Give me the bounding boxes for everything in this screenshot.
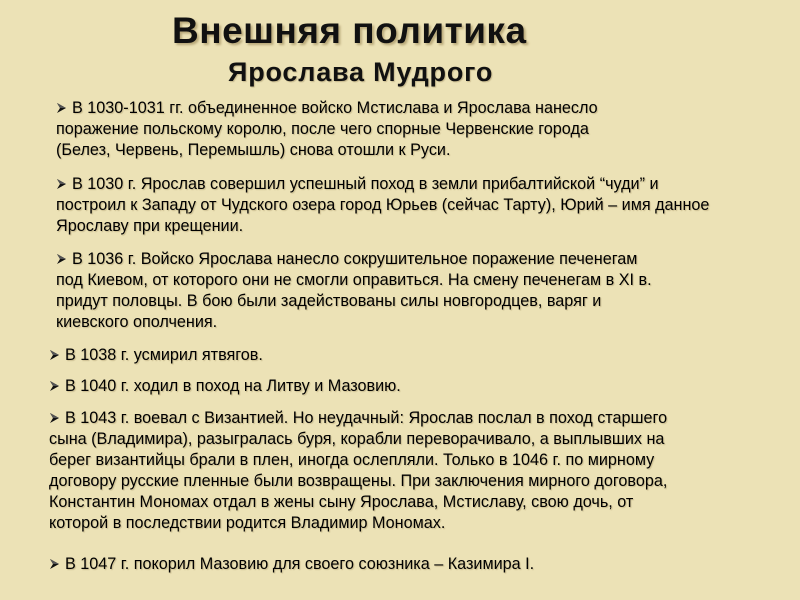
- bullet-text: договору русские пленные были возвращены. При заключения мирного договора,: [49, 472, 668, 490]
- bullet-text-line: [49, 492, 667, 513]
- bullet-text-line: [49, 554, 534, 575]
- bullet-text: В 1038 г. усмирил ятвягов.: [65, 346, 263, 364]
- arrowhead-bullet-icon: [56, 253, 67, 265]
- bullet-text: В 1036 г. Войско Ярослава нанесло сокрушительное поражение печенегам: [72, 250, 638, 268]
- bullet-text: сына (Владимира), разыгралась буря, корабли переворачивало, а выплывших на: [49, 430, 665, 448]
- bullet-text-line: [56, 249, 652, 270]
- bullet-text: В 1040 г. ходил в поход на Литву и Мазовию.: [65, 377, 401, 395]
- bullet-item: [49, 345, 263, 366]
- bullet-text-line: [49, 450, 667, 471]
- arrowhead-bullet-icon: [49, 380, 60, 392]
- bullet-item: [56, 98, 598, 161]
- bullet-text-line: [56, 291, 652, 312]
- bullet-text-line: [49, 345, 263, 366]
- bullet-text: (Белез, Червень, Перемышль) снова отошли к Руси.: [56, 141, 451, 159]
- slide-title: Внешняя политика: [172, 10, 527, 51]
- bullet-text: В 1043 г. воевал с Византией. Но неудачный: Ярослав послал в поход старшего: [65, 409, 668, 427]
- bullet-text: В 1047 г. покорил Мазовию для своего союзника – Казимира I.: [65, 555, 535, 573]
- bullet-text: киевского ополчения.: [56, 313, 218, 331]
- bullet-text: которой в последствии родится Владимир Мономах.: [49, 514, 446, 532]
- bullet-text-line: [56, 216, 709, 237]
- arrowhead-bullet-icon: [56, 178, 67, 190]
- bullet-text: под Киевом, от которого они не смогли оправиться. На смену печенегам в XI в.: [56, 271, 652, 289]
- bullet-text-line: [49, 376, 401, 397]
- bullet-text-line: [56, 140, 598, 161]
- bullet-text-line: [56, 312, 652, 333]
- arrowhead-bullet-icon: [49, 349, 60, 361]
- bullet-text-line: [49, 471, 667, 492]
- slide-subtitle: Ярослава Мудрого: [228, 57, 494, 87]
- arrowhead-bullet-icon: [56, 102, 67, 114]
- bullet-text-line: [49, 408, 667, 429]
- bullet-text: В 1030 г. Ярослав совершил успешный поход в земли прибалтийской “чуди” и: [72, 175, 659, 193]
- bullet-text: придут половцы. В бою были задействованы силы новгородцев, варяг и: [56, 292, 602, 310]
- bullet-text-line: [56, 195, 709, 216]
- bullet-text-line: [56, 174, 709, 195]
- bullet-item: [56, 249, 652, 333]
- bullet-item: [49, 408, 667, 534]
- bullet-item: [49, 554, 534, 575]
- bullet-text-line: [56, 119, 598, 140]
- bullet-text: построил к Западу от Чудского озера город Юрьев (сейчас Тарту), Юрий – имя данное: [56, 196, 710, 214]
- bullet-text: В 1030-1031 гг. объединенное войско Мстислава и Ярослава нанесло: [72, 99, 598, 117]
- bullet-text: Ярославу при крещении.: [56, 217, 244, 235]
- bullet-text: поражение польскому королю, после чего спорные Червенские города: [56, 120, 589, 138]
- bullet-text-line: [56, 98, 598, 119]
- bullet-item: [49, 376, 401, 397]
- bullet-text-line: [49, 429, 667, 450]
- bullet-text: берег византийцы брали в плен, иногда ослепляли. Только в 1046 г. по мирному: [49, 451, 655, 469]
- bullet-text-line: [56, 270, 652, 291]
- arrowhead-bullet-icon: [49, 412, 60, 424]
- bullet-text-line: [49, 513, 667, 534]
- arrowhead-bullet-icon: [49, 558, 60, 570]
- bullet-item: [56, 174, 709, 237]
- bullet-text: Константин Мономах отдал в жены сыну Ярослава, Мстиславу, свою дочь, от: [49, 493, 634, 511]
